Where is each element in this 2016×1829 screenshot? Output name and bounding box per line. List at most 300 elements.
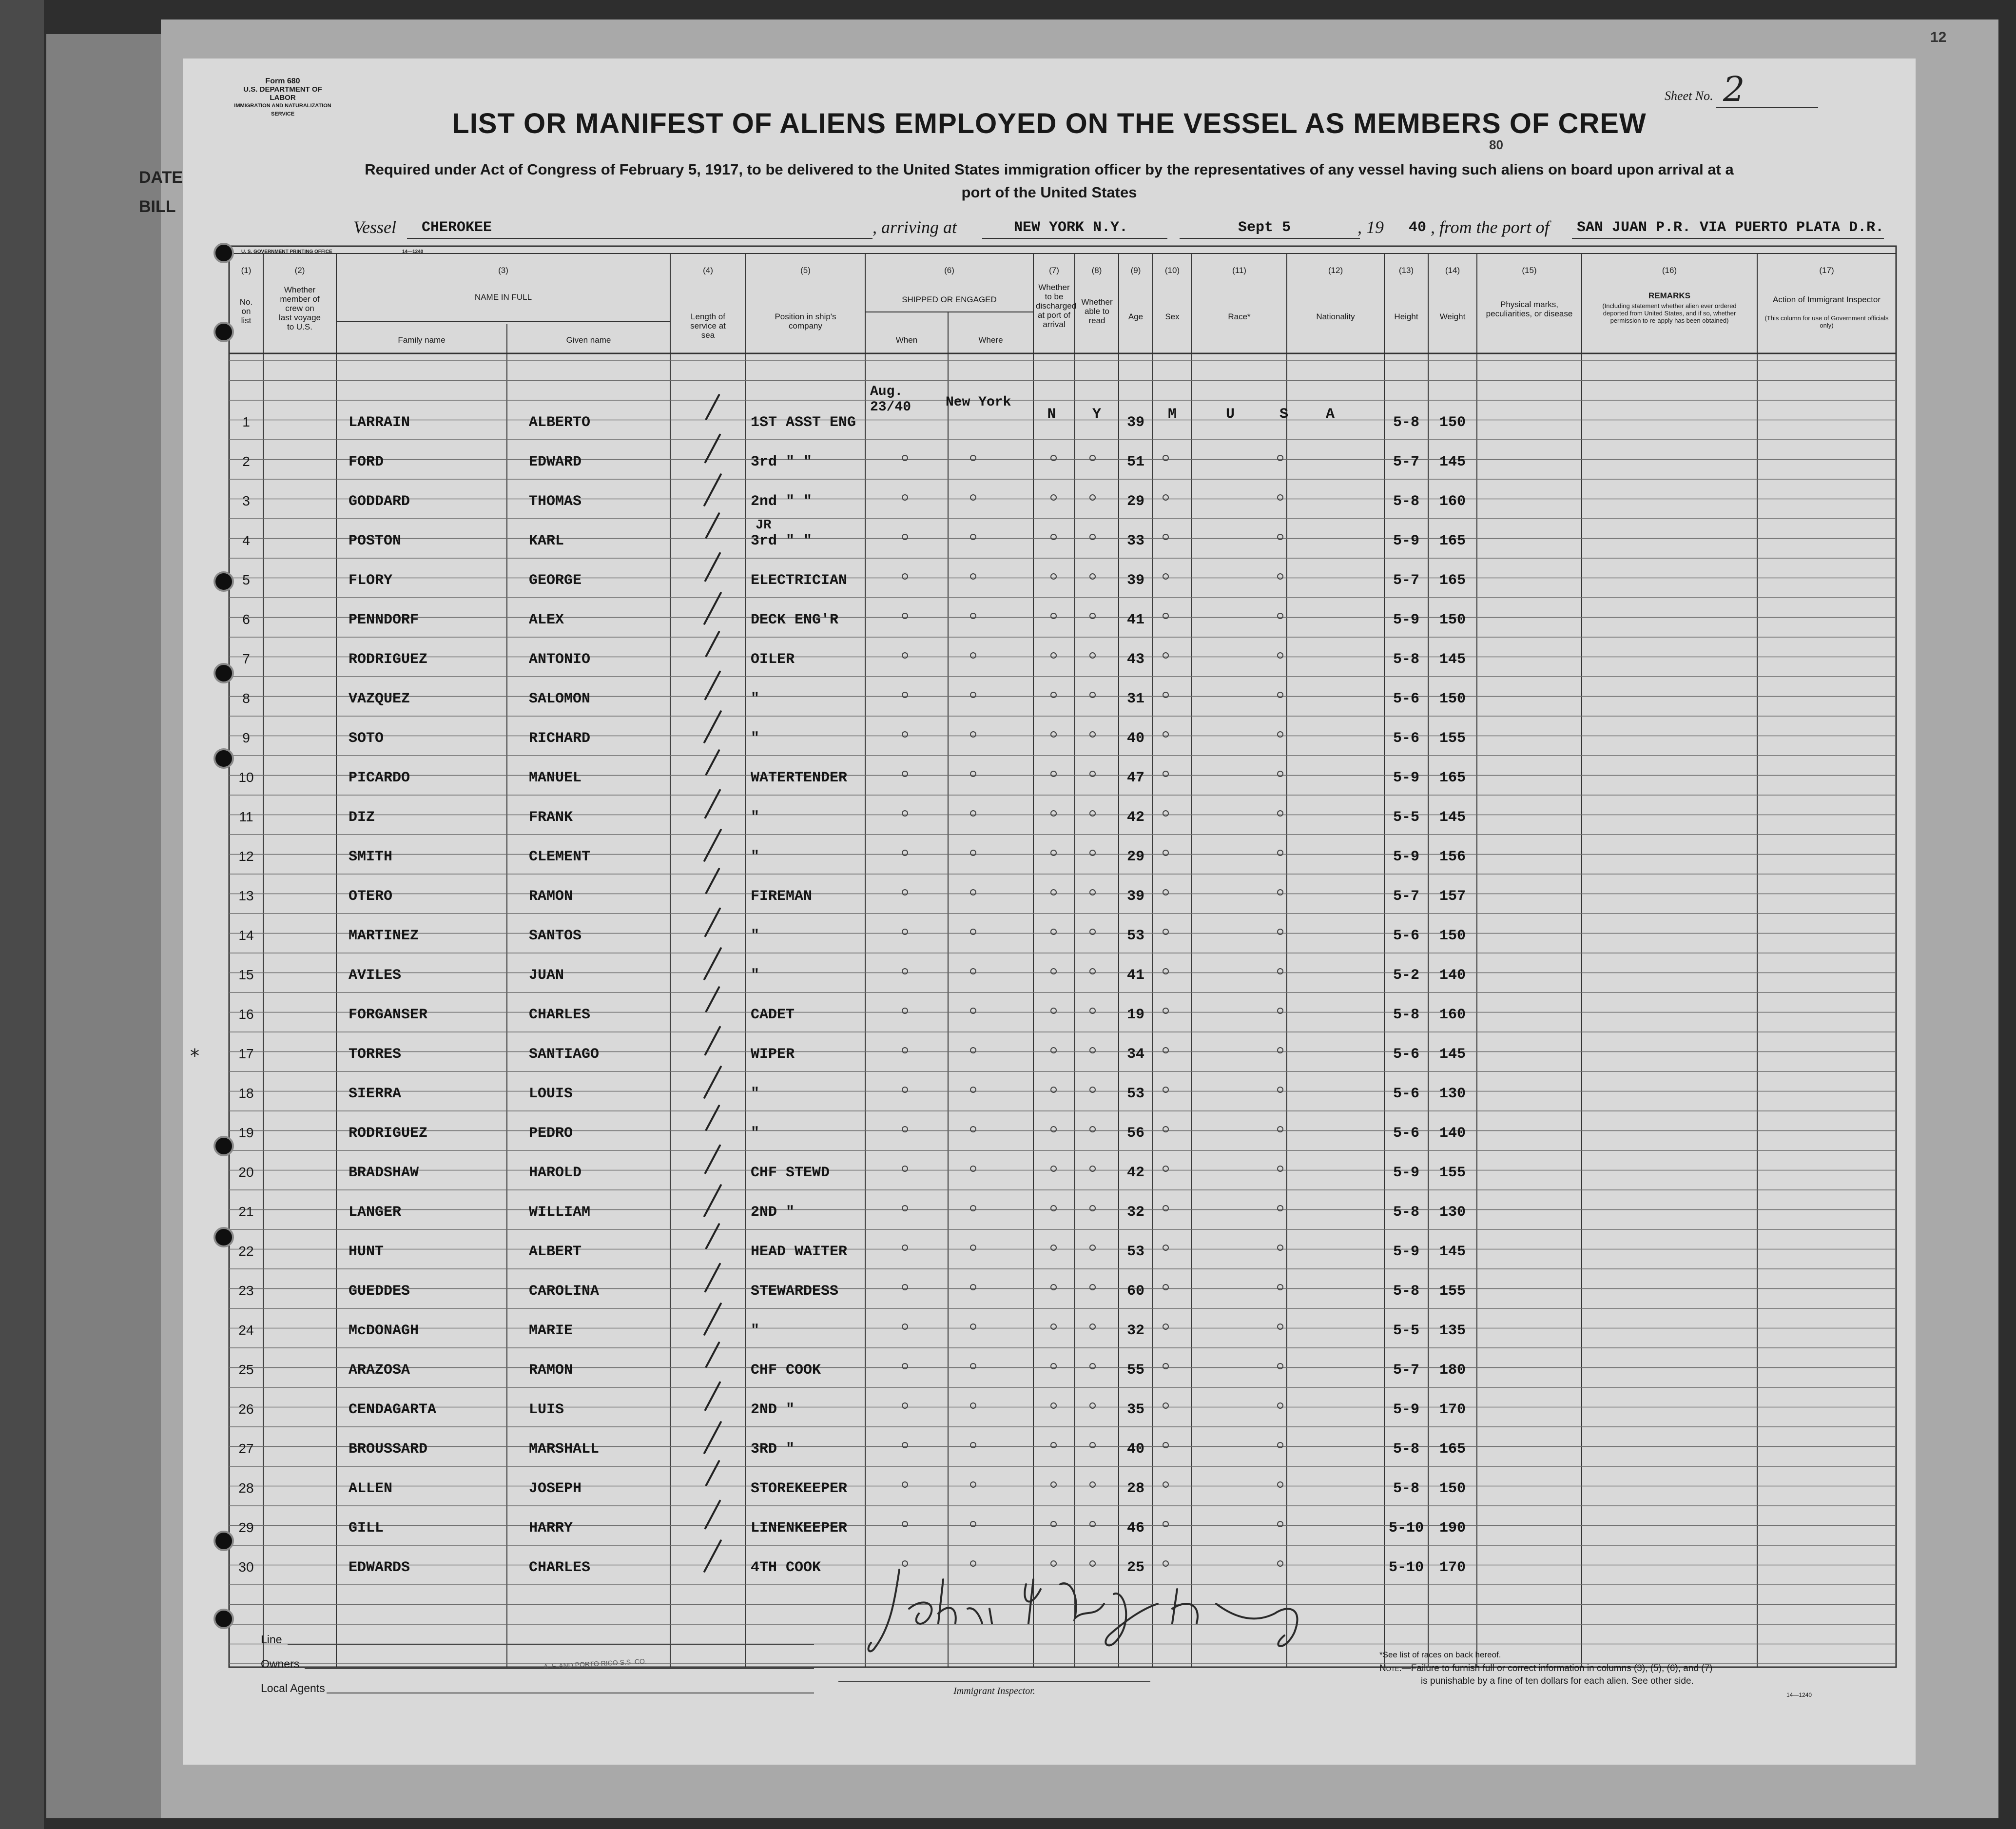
- ditto-dot: [1277, 1008, 1283, 1014]
- given-name: FRANK: [529, 809, 573, 826]
- footer-print-code: 14—1240: [1786, 1692, 1812, 1698]
- table-row: [183, 1204, 1916, 1244]
- ditto-dot: [1089, 1363, 1096, 1369]
- family-name: PENNDORF: [349, 612, 419, 628]
- printing-office: U. S. GOVERNMENT PRINTING OFFICE: [241, 249, 332, 254]
- given-name: PEDRO: [529, 1125, 573, 1142]
- given-name: MANUEL: [529, 770, 582, 786]
- ditto-dot: [970, 1047, 976, 1053]
- height: 5-6: [1393, 1086, 1419, 1102]
- read-flag: Y: [1092, 406, 1101, 423]
- family-name: VAZQUEZ: [349, 691, 410, 707]
- height: 5-10: [1388, 1520, 1424, 1537]
- row-number: 20: [238, 1165, 254, 1180]
- ditto-dot: [1089, 1245, 1096, 1251]
- weight: 165: [1439, 770, 1466, 786]
- penalty-note-text: —Failure to furnish full or correct information in columns (3), (5), (6), and (7): [1401, 1663, 1713, 1673]
- family-name: BRADSHAW: [349, 1165, 419, 1181]
- family-name: DIZ: [349, 809, 375, 826]
- weight: 160: [1439, 493, 1466, 510]
- weight: 145: [1439, 1244, 1466, 1260]
- ditto-dot: [1163, 692, 1169, 698]
- col3-given: Given name: [566, 335, 611, 345]
- family-name: TORRES: [349, 1046, 402, 1063]
- ditto-dot: [970, 1323, 976, 1330]
- row-number: 8: [242, 691, 250, 706]
- ditto-dot: [1163, 1205, 1169, 1211]
- table-row: [183, 1086, 1916, 1125]
- position: CHF STEWD: [751, 1165, 830, 1181]
- position: 1ST ASST ENG: [751, 414, 856, 431]
- col6-num: (6): [944, 266, 954, 275]
- col12-label: Nationality: [1316, 312, 1355, 321]
- form-service: IMMIGRATION AND NATURALIZATION SERVICE: [234, 103, 331, 117]
- ditto-dot: [1277, 455, 1283, 461]
- row-number: 22: [238, 1244, 254, 1259]
- subtitle-line-1: Required under Act of Congress of February 5, 1917, to be delivered to the United States immigration officer by the representatives of any vessel having such aliens on board upon arrival at a: [365, 161, 1734, 178]
- position: ELECTRICIAN: [751, 572, 848, 589]
- col6-where: Where: [978, 335, 1003, 345]
- ditto-dot: [1089, 494, 1096, 501]
- ditto-dot: [970, 1442, 976, 1448]
- weight: 135: [1439, 1323, 1466, 1339]
- col6-when: When: [895, 335, 918, 345]
- ditto-dot: [1050, 1323, 1057, 1330]
- ditto-dot: [1163, 1402, 1169, 1409]
- ditto-dot: [902, 968, 908, 974]
- col4-label: Length of service at sea: [690, 312, 726, 340]
- given-name: EDWARD: [529, 454, 582, 470]
- ditto-dot: [1163, 1245, 1169, 1251]
- weight: 130: [1439, 1086, 1466, 1102]
- family-name: LARRAIN: [349, 414, 410, 431]
- age: 53: [1126, 1244, 1144, 1260]
- ditto-dot: [1163, 1363, 1169, 1369]
- weight: 150: [1439, 1480, 1466, 1497]
- ditto-dot: [970, 1284, 976, 1290]
- family-name: POSTON: [349, 533, 402, 549]
- height: 5-9: [1393, 849, 1419, 865]
- row-number: 30: [238, 1559, 254, 1575]
- ditto-dot: [1050, 1008, 1057, 1014]
- ditto-dot: [970, 613, 976, 619]
- height: 5-8: [1393, 493, 1419, 510]
- row-number: 21: [238, 1204, 254, 1219]
- position: OILER: [751, 651, 795, 668]
- given-name: MARSHALL: [529, 1441, 600, 1458]
- col17-num: (17): [1819, 266, 1834, 275]
- ditto-dot: [1089, 1087, 1096, 1093]
- table-row: [183, 770, 1916, 809]
- position-prefix: JR: [756, 518, 772, 533]
- position: STEWARDESS: [751, 1283, 839, 1300]
- table-row: [183, 612, 1916, 651]
- arrival-date: Sept 5: [1238, 219, 1291, 236]
- table-row: [183, 518, 1916, 572]
- given-name: HAROLD: [529, 1165, 582, 1181]
- weight: 140: [1439, 967, 1466, 984]
- age: 19: [1126, 1007, 1144, 1023]
- height: 5-8: [1393, 1283, 1419, 1300]
- ditto-dot: [1050, 652, 1057, 659]
- row-number: 25: [238, 1362, 254, 1377]
- given-name: CLEMENT: [529, 849, 591, 865]
- ditto-dot: [1163, 455, 1169, 461]
- ditto-dot: [1089, 1047, 1096, 1053]
- family-name: McDONAGH: [349, 1323, 419, 1339]
- ditto-dot: [1277, 573, 1283, 580]
- ditto-dot: [1050, 1481, 1057, 1488]
- row-number: 18: [238, 1086, 254, 1101]
- col12-num: (12): [1328, 266, 1343, 275]
- family-name: SOTO: [349, 730, 384, 747]
- from-port: SAN JUAN P.R. VIA PUERTO PLATA D.R.: [1577, 219, 1884, 236]
- age: 43: [1126, 651, 1144, 668]
- form-number: Form 680: [265, 77, 300, 85]
- table-row: [183, 1480, 1916, 1520]
- row-number: 4: [242, 533, 250, 548]
- position: ": [751, 691, 760, 707]
- weight: 165: [1439, 1441, 1466, 1458]
- ditto-dot: [970, 1363, 976, 1369]
- family-name: FORGANSER: [349, 1007, 428, 1023]
- punch-hole: [213, 1531, 234, 1551]
- ditto-dot: [1163, 1481, 1169, 1488]
- row-mark: *: [190, 1045, 199, 1067]
- col1-num: (1): [241, 266, 252, 275]
- inspector-rule: [838, 1681, 1150, 1682]
- ditto-dot: [1277, 968, 1283, 974]
- sheet-label: Sheet No.: [1665, 89, 1713, 103]
- table-row: [183, 967, 1916, 1007]
- agents-stamp: A. F. AND PORTO RICO S.S. CO.: [543, 1657, 647, 1671]
- row-number: 17: [238, 1046, 254, 1061]
- weight: 180: [1439, 1362, 1466, 1379]
- height: 5-7: [1393, 572, 1419, 589]
- col14-label: Weight: [1439, 312, 1466, 321]
- inspector-label: Immigrant Inspector.: [953, 1686, 1035, 1696]
- ditto-dot: [1089, 1481, 1096, 1488]
- weight: 150: [1439, 414, 1466, 431]
- ditto-dot: [1277, 771, 1283, 777]
- position: ": [751, 928, 760, 944]
- ditto-dot: [1089, 1008, 1096, 1014]
- binder-edge: [0, 0, 44, 1829]
- ditto-dot: [1089, 850, 1096, 856]
- table-row: [183, 1362, 1916, 1401]
- form-department: U.S. DEPARTMENT OF LABOR: [243, 85, 322, 102]
- weight: 165: [1439, 572, 1466, 589]
- row-number: 29: [238, 1520, 254, 1535]
- table-row: [183, 809, 1916, 849]
- age: 56: [1126, 1125, 1144, 1142]
- table-row: [183, 572, 1916, 612]
- position: CHF COOK: [751, 1362, 821, 1379]
- ditto-dot: [1089, 534, 1096, 540]
- arrival-year: 40: [1409, 219, 1427, 236]
- arriving-label: , arriving at: [872, 217, 957, 237]
- vessel-label: Vessel: [353, 217, 396, 237]
- weight: 140: [1439, 1125, 1466, 1142]
- ditto-dot: [1163, 889, 1169, 895]
- ditto-dot: [1163, 1008, 1169, 1014]
- corner-mark: 12: [1930, 29, 1947, 45]
- ditto-dot: [1089, 1284, 1096, 1290]
- ditto-dot: [1163, 850, 1169, 856]
- age: 46: [1126, 1520, 1144, 1537]
- position: ": [751, 1125, 760, 1142]
- position: DECK ENG'R: [751, 612, 839, 628]
- given-name: ANTONIO: [529, 651, 591, 668]
- arriving-port: NEW YORK N.Y.: [1014, 219, 1128, 236]
- ditto-dot: [1277, 1402, 1283, 1409]
- ditto-dot: [970, 1087, 976, 1093]
- ditto-dot: [1163, 1442, 1169, 1448]
- ditto-dot: [1050, 1363, 1057, 1369]
- ditto-dot: [1050, 968, 1057, 974]
- ditto-dot: [1089, 889, 1096, 895]
- age: 34: [1126, 1046, 1144, 1063]
- col8-num: (8): [1091, 266, 1102, 275]
- ditto-dot: [902, 692, 908, 698]
- position: ": [751, 1323, 760, 1339]
- penalty-note-label: Note.: [1379, 1663, 1402, 1673]
- height: 5-5: [1393, 1323, 1419, 1339]
- family-name: ALLEN: [349, 1480, 393, 1497]
- height: 5-9: [1393, 612, 1419, 628]
- position: 2ND ": [751, 1204, 795, 1221]
- given-name: RICHARD: [529, 730, 591, 747]
- ditto-dot: [1050, 1126, 1057, 1132]
- ditto-dot: [902, 1008, 908, 1014]
- age: 32: [1126, 1323, 1144, 1339]
- position: 3rd " ": [751, 454, 813, 470]
- weight: 145: [1439, 809, 1466, 826]
- family-name: EDWARDS: [349, 1559, 410, 1576]
- age: 25: [1126, 1559, 1144, 1576]
- weight: 155: [1439, 730, 1466, 747]
- ditto-dot: [1089, 1323, 1096, 1330]
- ditto-dot: [1277, 1245, 1283, 1251]
- ditto-dot: [1050, 1166, 1057, 1172]
- ditto-dot: [1089, 771, 1096, 777]
- ditto-dot: [970, 1008, 976, 1014]
- row-number: 13: [238, 888, 254, 903]
- weight: 145: [1439, 651, 1466, 668]
- printing-code: 14—1240: [402, 249, 424, 254]
- ditto-dot: [902, 455, 908, 461]
- col15-label: Physical marks, peculiarities, or disease: [1486, 300, 1573, 318]
- given-name: ALEX: [529, 612, 564, 628]
- ditto-dot: [1050, 929, 1057, 935]
- col16-label: REMARKS: [1648, 291, 1690, 300]
- position: ": [751, 849, 760, 865]
- family-name: SIERRA: [349, 1086, 402, 1102]
- ditto-dot: [1163, 1323, 1169, 1330]
- ditto-dot: [1163, 731, 1169, 738]
- row-number: 1: [242, 414, 250, 429]
- family-name: OTERO: [349, 888, 393, 905]
- family-name: HUNT: [349, 1244, 384, 1260]
- ditto-dot: [970, 731, 976, 738]
- ditto-dot: [1277, 1442, 1283, 1448]
- height: 5-7: [1393, 454, 1419, 470]
- age: 29: [1126, 493, 1144, 510]
- weight: 145: [1439, 454, 1466, 470]
- col4-num: (4): [703, 266, 713, 275]
- height: 5-8: [1393, 651, 1419, 668]
- ditto-dot: [902, 1323, 908, 1330]
- ditto-dot: [970, 1245, 976, 1251]
- ditto-dot: [970, 534, 976, 540]
- col11-label: Race*: [1228, 312, 1251, 321]
- ditto-dot: [902, 731, 908, 738]
- family-name: LANGER: [349, 1204, 402, 1221]
- ditto-dot: [1277, 1166, 1283, 1172]
- given-name: LUIS: [529, 1401, 564, 1418]
- given-name: RAMON: [529, 1362, 573, 1379]
- row-number: 10: [238, 770, 254, 785]
- table-row: [183, 1323, 1916, 1362]
- ditto-dot: [902, 929, 908, 935]
- col3-family: Family name: [398, 335, 446, 345]
- ditto-dot: [1089, 1126, 1096, 1132]
- ditto-dot: [1277, 534, 1283, 540]
- ditto-dot: [902, 534, 908, 540]
- ditto-dot: [970, 771, 976, 777]
- position: 4TH COOK: [751, 1559, 821, 1576]
- given-name: SALOMON: [529, 691, 591, 707]
- given-name: LOUIS: [529, 1086, 573, 1102]
- table-row: [183, 928, 1916, 967]
- age: 39: [1126, 888, 1144, 905]
- year-prefix: , 19: [1357, 217, 1384, 237]
- age: 55: [1126, 1362, 1144, 1379]
- position: ": [751, 809, 760, 826]
- table-row: [183, 730, 1916, 770]
- ditto-dot: [1277, 1087, 1283, 1093]
- ditto-dot: [1089, 1521, 1096, 1527]
- age: 60: [1126, 1283, 1144, 1300]
- given-name: HARRY: [529, 1520, 573, 1537]
- row-number: 15: [238, 967, 254, 982]
- given-name: CAROLINA: [529, 1283, 600, 1300]
- family-name: RODRIGUEZ: [349, 651, 428, 668]
- weight: 150: [1439, 612, 1466, 628]
- ditto-dot: [902, 850, 908, 856]
- inspector-signature: [865, 1550, 1343, 1677]
- ditto-dot: [1163, 613, 1169, 619]
- height: 5-6: [1393, 1046, 1419, 1063]
- row-number: 12: [238, 849, 254, 864]
- col7-label: Whether to be discharged at port of arrival: [1036, 283, 1077, 329]
- height: 5-6: [1393, 928, 1419, 944]
- row-number: 28: [238, 1480, 254, 1496]
- ditto-dot: [1089, 1442, 1096, 1448]
- ditto-dot: [1050, 731, 1057, 738]
- table-row: [183, 1244, 1916, 1283]
- col14-num: (14): [1445, 266, 1460, 275]
- age: 35: [1126, 1401, 1144, 1418]
- height: 5-9: [1393, 770, 1419, 786]
- col16-note: (Including statement whether alien ever ordered deported from United States, and if so, whether permission to re-apply has been obtained): [1602, 302, 1737, 324]
- position: 2nd " ": [751, 493, 813, 510]
- age: 39: [1126, 414, 1144, 431]
- subtitle-line-2: port of the United States: [961, 184, 1137, 201]
- ditto-dot: [1050, 1284, 1057, 1290]
- punch-hole: [213, 1609, 234, 1629]
- ditto-dot: [1089, 455, 1096, 461]
- ditto-dot: [1050, 1442, 1057, 1448]
- given-name: GEORGE: [529, 572, 582, 589]
- ditto-dot: [1163, 1047, 1169, 1053]
- ditto-dot: [902, 1402, 908, 1409]
- sheet-number: 2: [1723, 69, 1745, 109]
- position: 3rd " ": [751, 533, 813, 549]
- ditto-dot: [1163, 771, 1169, 777]
- ditto-dot: [1277, 850, 1283, 856]
- nationality-u: U: [1226, 406, 1235, 423]
- given-name: CHARLES: [529, 1559, 591, 1576]
- position: 3RD ": [751, 1441, 795, 1458]
- table-row: [183, 1125, 1916, 1165]
- col6-label: SHIPPED OR ENGAGED: [902, 295, 997, 304]
- ditto-dot: [1277, 889, 1283, 895]
- height: 5-9: [1393, 1244, 1419, 1260]
- height: 5-8: [1393, 414, 1419, 431]
- ditto-dot: [1089, 810, 1096, 817]
- position: ": [751, 730, 760, 747]
- age: 33: [1126, 533, 1144, 549]
- ditto-dot: [902, 1481, 908, 1488]
- ditto-dot: [1163, 494, 1169, 501]
- punch-hole: [213, 571, 234, 592]
- margin-note-date: DATE: [139, 168, 183, 187]
- position: 2ND ": [751, 1401, 795, 1418]
- table-row: [183, 493, 1916, 533]
- ditto-dot: [1277, 1126, 1283, 1132]
- ditto-dot: [1089, 1205, 1096, 1211]
- col9-num: (9): [1130, 266, 1141, 275]
- age: 28: [1126, 1480, 1144, 1497]
- ditto-dot: [1163, 1126, 1169, 1132]
- table-row: [183, 691, 1916, 730]
- given-name: KARL: [529, 533, 564, 549]
- age: 53: [1126, 928, 1144, 944]
- ditto-dot: [902, 573, 908, 580]
- age: 40: [1126, 730, 1144, 747]
- ditto-dot: [902, 1245, 908, 1251]
- ditto-dot: [970, 1402, 976, 1409]
- ditto-dot: [970, 889, 976, 895]
- row-number: 5: [242, 572, 250, 587]
- punch-hole: [213, 243, 234, 263]
- ditto-dot: [1050, 494, 1057, 501]
- row-number: 11: [239, 809, 253, 824]
- height: 5-8: [1393, 1007, 1419, 1023]
- ditto-dot: [902, 1126, 908, 1132]
- ditto-dot: [902, 1087, 908, 1093]
- family-name: GUEDDES: [349, 1283, 410, 1300]
- ditto-dot: [970, 573, 976, 580]
- ditto-dot: [1050, 1402, 1057, 1409]
- ditto-dot: [902, 1521, 908, 1527]
- position: STOREKEEPER: [751, 1480, 848, 1497]
- ditto-dot: [1163, 929, 1169, 935]
- weight: 170: [1439, 1559, 1466, 1576]
- height: 5-8: [1393, 1441, 1419, 1458]
- family-name: GILL: [349, 1520, 384, 1537]
